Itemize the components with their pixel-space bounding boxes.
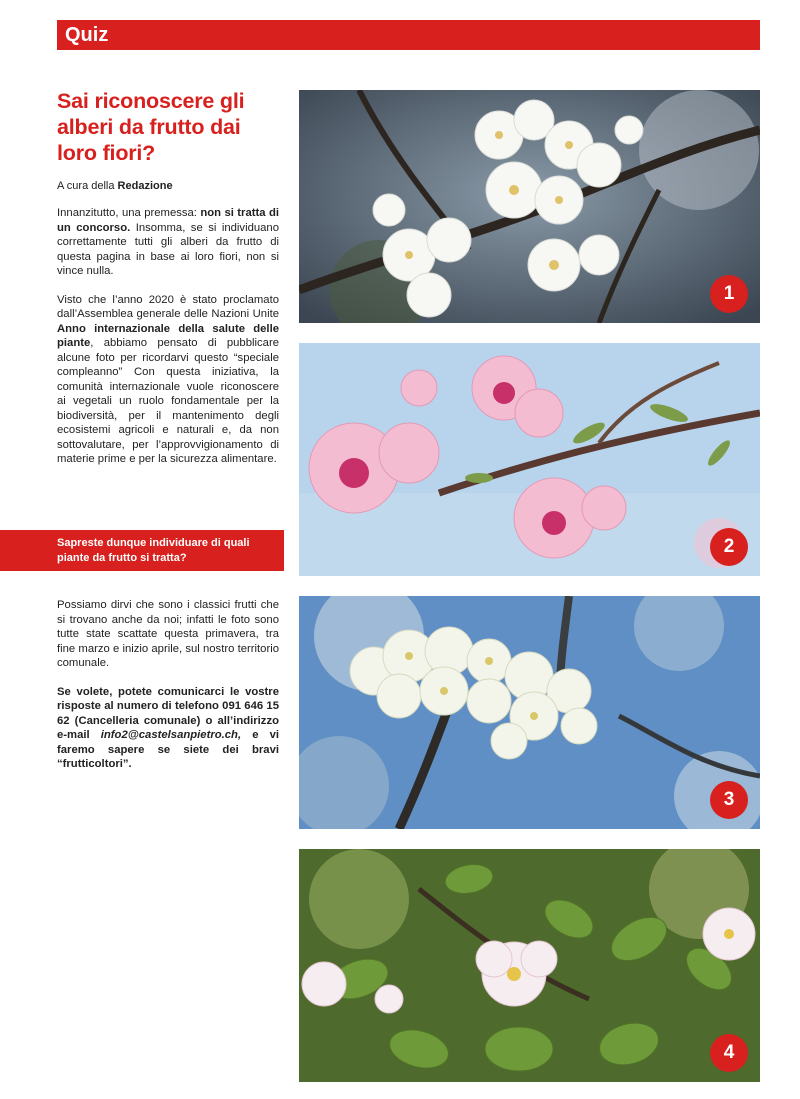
photo-4-image xyxy=(299,849,760,1082)
question-banner xyxy=(0,530,284,571)
byline xyxy=(57,180,279,192)
contact-text: Se volete, potete comunicarci le vostre risposte al numero di telefono 091 646 15 62 (Cancelleria comunale) o all’indirizzo e-mail xyxy=(57,685,279,741)
photo-number-badge: 3 xyxy=(710,781,748,819)
photo-number-badge: 4 xyxy=(710,1034,748,1072)
contact-paragraph xyxy=(57,685,279,772)
photo-number-badge: 2 xyxy=(710,528,748,566)
photo-2-image xyxy=(299,343,760,576)
section-label: Quiz xyxy=(65,24,109,46)
photo-2 xyxy=(299,343,760,576)
context-bold: Anno internazionale della salute delle piante xyxy=(57,322,279,349)
section-header-bar xyxy=(57,20,760,50)
article-column xyxy=(57,88,279,481)
article-title: Sai riconoscere gli alberi da frutto dai loro fiori? xyxy=(57,89,245,165)
photo-1 xyxy=(299,90,760,323)
contact-email: info2@castelsanpietro.ch, xyxy=(100,729,242,741)
context-text-end: , abbiamo pensato di pubblicare alcune foto per ricordarvi questo “speciale compleanno” Con questa iniziativa, la comunità internazionale vuole riconoscere ai vegetali un ruolo fondamentale per la biodiversità, per il mantenimento degli ecosistemi agricoli e naturali e, da non sottovalutare, per l’approvvigionamento di materie prime e per la sicurezza alimentare. xyxy=(57,337,279,465)
intro-text: Innanzitutto, una premessa: xyxy=(57,207,201,219)
photo-3 xyxy=(299,596,760,829)
byline-author: Redazione xyxy=(117,180,173,192)
byline-prefix: A cura della xyxy=(57,180,118,192)
photo-3-image xyxy=(299,596,760,829)
photo-4 xyxy=(299,849,760,1082)
question-text: Sapreste dunque individuare di quali piante da frutto si tratta? xyxy=(57,537,250,564)
contact-text-end: e vi faremo sapere se siete dei bravi “frutticoltori”. xyxy=(57,729,279,770)
intro-paragraph xyxy=(57,206,279,279)
article-column-lower xyxy=(57,598,279,772)
context-text: Visto che l’anno 2020 è stato proclamato dall’Assemblea generale delle Nazioni Unite xyxy=(57,293,279,320)
intro-text-end: Insomma, se si individuano correttamente tutti gli alberi da frutto di questa pagina in base ai loro fiori, non si vince nulla. xyxy=(57,221,279,277)
photo-1-image xyxy=(299,90,760,323)
intro-bold: non si tratta di un concorso. xyxy=(57,207,279,234)
context-paragraph xyxy=(57,293,279,467)
location-paragraph: Possiamo dirvi che sono i classici frutti che si trovano anche da noi; infatti le foto sono tutte state scattate questa primavera, tra fine marzo e inizio aprile, sul nostro territorio comunale. xyxy=(57,599,279,669)
photo-number-badge: 1 xyxy=(710,275,748,313)
